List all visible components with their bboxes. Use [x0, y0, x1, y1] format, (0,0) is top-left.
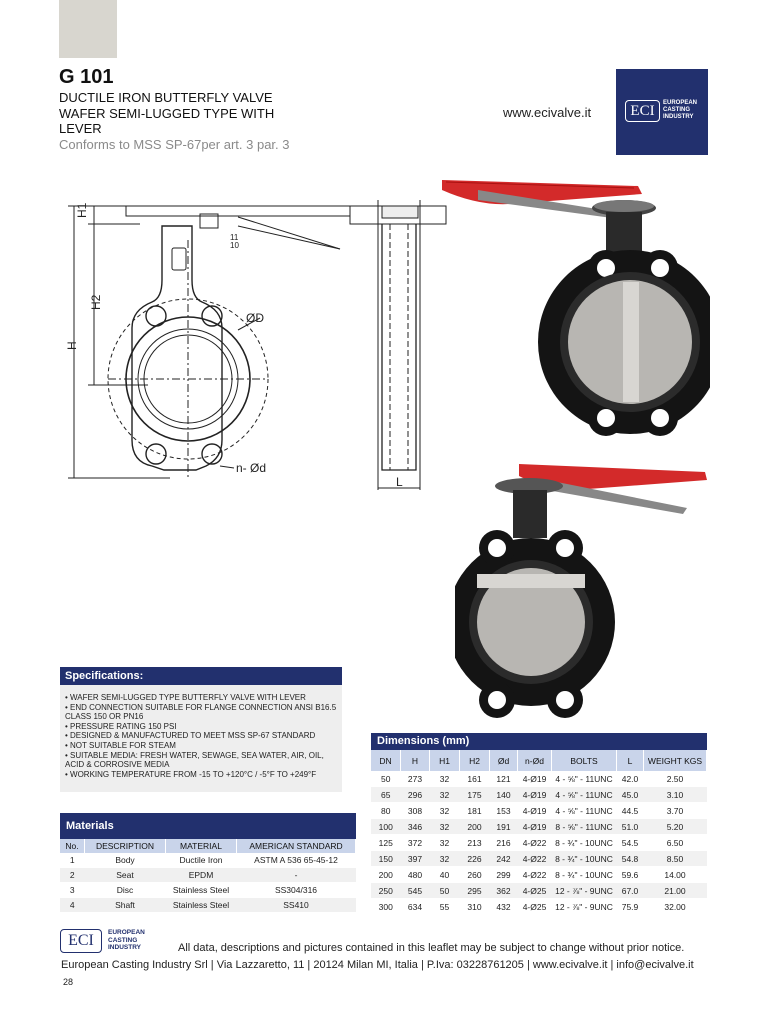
- table-cell: 42.0: [617, 771, 644, 787]
- logo-mark: ECI: [60, 929, 102, 953]
- eci-logo: [616, 69, 708, 155]
- table-cell: 32: [430, 835, 460, 851]
- table-cell: 32: [430, 803, 460, 819]
- table-cell: 50: [371, 771, 401, 787]
- table-cell: 32: [430, 851, 460, 867]
- table-row: 2 Seat EPDM -: [60, 868, 356, 883]
- table-cell: 634: [401, 899, 430, 915]
- table-cell: 8 - ¾" - 10UNC: [552, 835, 617, 851]
- table-cell: 273: [401, 771, 430, 787]
- logo-text: EUROPEAN CASTING INDUSTRY: [108, 929, 145, 951]
- company-address: European Casting Industry Srl | Via Lazzaretto, 11 | 20124 Milan MI, Italia | P.Iva: 03228761205 | www.ecivalve.it | info@ecivalve.it: [61, 959, 694, 971]
- spec-item: • WORKING TEMPERATURE FROM -15 TO +120°C / -5°F TO +249°F: [65, 769, 317, 779]
- table-cell: 4-Ø19: [518, 787, 552, 803]
- table-cell: 80: [371, 803, 401, 819]
- title-line: LEVER: [59, 121, 102, 136]
- spec-item: • PRESSURE RATING 150 PSI: [65, 721, 177, 731]
- table-cell: 4-Ø25: [518, 899, 552, 915]
- product-title: [59, 90, 319, 137]
- table-header: H2: [460, 750, 490, 771]
- conformity-note: Conforms to MSS SP-67per art. 3 par. 3: [59, 137, 290, 152]
- table-cell: 346: [401, 819, 430, 835]
- table-cell: 8 - ¾" - 10UNC: [552, 851, 617, 867]
- table-cell: 308: [401, 803, 430, 819]
- table-cell: 2.50: [644, 771, 707, 787]
- table-cell: 75.9: [617, 899, 644, 915]
- materials-heading: Materials: [60, 813, 356, 839]
- table-cell: 295: [460, 883, 490, 899]
- table-cell: 51.0: [617, 819, 644, 835]
- table-cell: 54.5: [617, 835, 644, 851]
- table-cell: 300: [371, 899, 401, 915]
- table-cell: 4-Ø22: [518, 851, 552, 867]
- table-cell: 8 - ⅝" - 11UNC: [552, 819, 617, 835]
- table-cell: 4-Ø19: [518, 771, 552, 787]
- technical-drawing: [60, 170, 450, 500]
- table-cell: 32.00: [644, 899, 707, 915]
- dim-label-h1: H1: [75, 202, 89, 218]
- table-cell: 50: [430, 883, 460, 899]
- table-cell: 44.5: [617, 803, 644, 819]
- table-header: Ød: [490, 750, 518, 771]
- table-cell: 67.0: [617, 883, 644, 899]
- dim-label-11: 11: [230, 233, 239, 242]
- table-cell: 397: [401, 851, 430, 867]
- table-cell: 4 - ⅝" - 11UNC: [552, 803, 617, 819]
- specifications-list: [60, 685, 342, 792]
- table-cell: 125: [371, 835, 401, 851]
- table-cell: 250: [371, 883, 401, 899]
- dim-label-od: ØD: [246, 311, 264, 325]
- table-cell: 310: [460, 899, 490, 915]
- dim-label-nod: n- Ød: [236, 461, 267, 475]
- dim-label-l: L: [396, 475, 403, 489]
- table-cell: 3.10: [644, 787, 707, 803]
- table-cell: 299: [490, 867, 518, 883]
- table-header: MATERIAL: [166, 839, 237, 853]
- table-cell: 4-Ø19: [518, 803, 552, 819]
- table-header: DESCRIPTION: [85, 839, 166, 853]
- spec-item: • WAFER SEMI-LUGGED TYPE BUTTERFLY VALVE WITH LEVER: [65, 693, 306, 702]
- table-cell: 181: [460, 803, 490, 819]
- table-cell: 372: [401, 835, 430, 851]
- table-header: WEIGHT KGS: [644, 750, 707, 771]
- table-cell: 296: [401, 787, 430, 803]
- table-row: [371, 771, 707, 787]
- table-cell: 32: [430, 819, 460, 835]
- table-cell: 161: [460, 771, 490, 787]
- dim-label-h2: H2: [89, 294, 103, 310]
- table-cell: 32: [430, 787, 460, 803]
- dimensions-table: [371, 750, 707, 915]
- table-header: n-Ød: [518, 750, 552, 771]
- table-row: [371, 867, 707, 883]
- specifications-heading: Specifications:: [60, 667, 342, 685]
- table-cell: 100: [371, 819, 401, 835]
- table-cell: 150: [371, 851, 401, 867]
- materials-table: [60, 839, 356, 913]
- table-row: [371, 819, 707, 835]
- table-cell: 54.8: [617, 851, 644, 867]
- table-row: [371, 883, 707, 899]
- table-cell: 4 - ⅝" - 11UNC: [552, 771, 617, 787]
- dim-label-10: 10: [230, 241, 239, 250]
- table-cell: 14.00: [644, 867, 707, 883]
- table-header: H: [401, 750, 430, 771]
- table-cell: 12 - ⅞" - 9UNC: [552, 883, 617, 899]
- dim-label-h: H: [65, 341, 79, 350]
- table-cell: 213: [460, 835, 490, 851]
- title-line: DUCTILE IRON BUTTERFLY VALVE: [59, 90, 273, 105]
- table-cell: 4-Ø22: [518, 867, 552, 883]
- table-cell: 40: [430, 867, 460, 883]
- table-cell: 175: [460, 787, 490, 803]
- table-cell: 21.00: [644, 883, 707, 899]
- table-cell: 200: [371, 867, 401, 883]
- spec-item: • DESIGNED & MANUFACTURED TO MEET MSS SP-67 STANDARD: [65, 731, 316, 741]
- spec-item: • NOT SUITABLE FOR STEAM: [65, 740, 176, 750]
- table-row: [371, 803, 707, 819]
- disclaimer: All data, descriptions and pictures contained in this leaflet may be subject to change without prior notice.: [178, 942, 685, 954]
- table-cell: 545: [401, 883, 430, 899]
- table-cell: 55: [430, 899, 460, 915]
- table-cell: 242: [490, 851, 518, 867]
- table-cell: 4-Ø19: [518, 819, 552, 835]
- table-row: 4 Shaft Stainless Steel SS410: [60, 898, 356, 913]
- table-cell: 8 - ¾" - 10UNC: [552, 867, 617, 883]
- website-link[interactable]: www.ecivalve.it: [503, 105, 592, 120]
- table-cell: 260: [460, 867, 490, 883]
- table-row: [371, 851, 707, 867]
- table-cell: 6.50: [644, 835, 707, 851]
- product-code: G 101: [59, 66, 114, 88]
- table-cell: 65: [371, 787, 401, 803]
- logo-text: EUROPEAN CASTING INDUSTRY: [663, 100, 698, 120]
- table-cell: 216: [490, 835, 518, 851]
- page-number: 28: [63, 977, 74, 987]
- spec-item: • END CONNECTION SUITABLE FOR FLANGE CONNECTION ANSI B16.5 CLASS 150 OR PN16: [65, 702, 337, 722]
- table-cell: 362: [490, 883, 518, 899]
- table-cell: 3.70: [644, 803, 707, 819]
- table-header: BOLTS: [552, 750, 617, 771]
- table-header: H1: [430, 750, 460, 771]
- table-header: L: [617, 750, 644, 771]
- table-row: [371, 835, 707, 851]
- spec-item: • SUITABLE MEDIA: FRESH WATER, SEWAGE, SEA WATER, AIR, OIL, ACID & CORROSIVE MEDIA: [65, 750, 324, 770]
- table-cell: 191: [490, 819, 518, 835]
- table-cell: 4-Ø25: [518, 883, 552, 899]
- table-cell: 45.0: [617, 787, 644, 803]
- table-row: 1 Body Ductile Iron ASTM A 536 65-45-12: [60, 853, 356, 868]
- table-cell: 226: [460, 851, 490, 867]
- table-cell: 12 - ⅞" - 9UNC: [552, 899, 617, 915]
- table-cell: 4 - ⅝" - 11UNC: [552, 787, 617, 803]
- table-row: [371, 787, 707, 803]
- table-cell: 5.20: [644, 819, 707, 835]
- valve-photo-top: [438, 172, 710, 444]
- table-cell: 59.6: [617, 867, 644, 883]
- dimensions-heading: Dimensions (mm): [371, 733, 707, 750]
- table-cell: 200: [460, 819, 490, 835]
- table-cell: 8.50: [644, 851, 707, 867]
- table-cell: 432: [490, 899, 518, 915]
- table-row: [371, 899, 707, 915]
- table-header: AMERICAN STANDARD: [237, 839, 356, 853]
- table-cell: 121: [490, 771, 518, 787]
- valve-photo-bottom: [455, 462, 711, 726]
- table-row: 3 Disc Stainless Steel SS304/316: [60, 883, 356, 898]
- logo-mark: ECI: [625, 100, 660, 122]
- title-line: WAFER SEMI-LUGGED TYPE WITH: [59, 105, 275, 121]
- corner-tab: [59, 0, 117, 58]
- table-cell: 140: [490, 787, 518, 803]
- table-header: DN: [371, 750, 401, 771]
- table-cell: 32: [430, 771, 460, 787]
- table-cell: 4-Ø22: [518, 835, 552, 851]
- table-cell: 153: [490, 803, 518, 819]
- table-cell: 480: [401, 867, 430, 883]
- table-header: No.: [60, 839, 85, 853]
